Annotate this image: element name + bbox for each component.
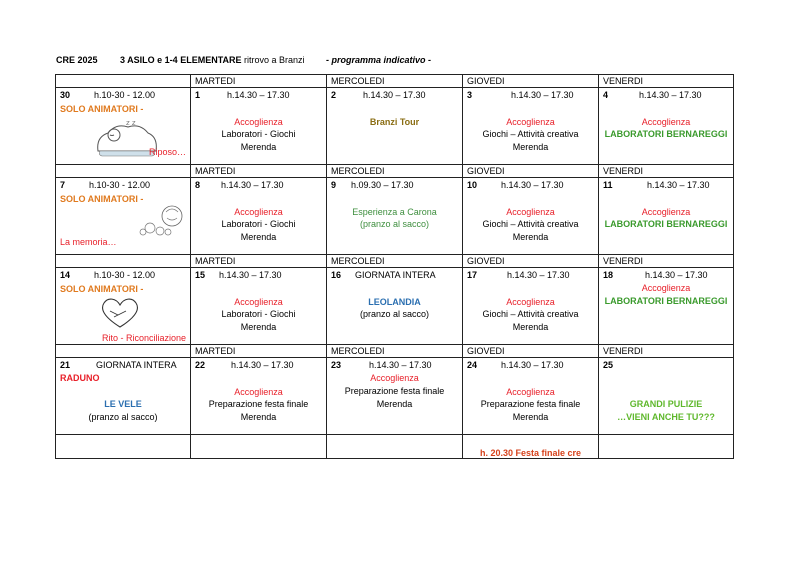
day-number: 16 [331,270,342,280]
day-number: 8 [195,180,201,190]
activity-line: Merenda [376,399,413,409]
activity-line: Giochi – Attività creativa [482,219,579,229]
weekday-header: MERCOLEDI [327,75,463,88]
weekday-header: MARTEDI [191,345,327,358]
weekday-header-row [56,165,734,178]
final-event-cell [463,435,599,459]
activity-line: Merenda [240,322,277,332]
monday-cell [56,88,191,165]
time-range: h.14.30 – 17.30 [231,360,294,370]
weekday-header: GIOVEDI [463,255,599,268]
cre-title: CRE 2025 [56,55,98,65]
activity-line: Merenda [512,412,549,422]
day-number: 18 [603,270,614,280]
final-row [56,435,734,459]
weekday-header-empty [56,75,191,88]
time-range: h.14.30 – 17.30 [645,270,708,280]
day-number: 17 [467,270,478,280]
schedule-table [55,74,734,459]
weekday-header: MARTEDI [191,255,327,268]
activity-cell [191,178,327,255]
document-header [56,55,432,65]
activity-line: Accoglienza [234,207,283,217]
weekday-header: GIOVEDI [463,345,599,358]
heart-hands-illustration [100,295,140,329]
activity-line: Giochi – Attività creativa [482,309,579,319]
animatori-caption: La memoria… [60,237,117,247]
weekday-header: MERCOLEDI [327,165,463,178]
activity-line: (pranzo al sacco) [359,309,430,319]
day-number: 15 [195,270,206,280]
activity-line: Merenda [512,232,549,242]
time-range: h.09.30 – 17.30 [351,180,414,190]
week-row [56,88,734,165]
activity-line: Esperienza a Carona [352,207,437,217]
activity-line: LABORATORI BERNAREGGI [604,129,728,139]
day-number: 24 [467,360,478,370]
activity-cell [599,268,734,345]
animatori-title: SOLO ANIMATORI - [60,284,144,294]
activity-line: Branzi Tour [369,117,420,127]
weekday-header: GIOVEDI [463,165,599,178]
day-number: 25 [603,360,614,370]
meeting-place: ritrovo a Branzi [241,55,305,65]
week-row [56,268,734,345]
time-range: GIORNATA INTERA [96,360,177,370]
activity-line: Accoglienza [641,283,691,293]
activity-line: GRANDI PULIZIE [629,399,703,409]
time-range: h.14.30 – 17.30 [227,90,290,100]
activity-line: LABORATORI BERNAREGGI [604,296,728,306]
activity-line: Accoglienza [641,117,691,127]
time-range: GIORNATA INTERA [355,270,436,280]
weekday-header-empty [56,255,191,268]
final-empty-cell [191,435,327,459]
activity-cell [191,268,327,345]
final-empty-cell [56,435,191,459]
activity-line: Merenda [240,232,277,242]
activity-line: Preparazione festa finale [344,386,445,396]
weekday-header-empty [56,345,191,358]
time-range: h.14.30 – 17.30 [221,180,284,190]
weekday-header-row [56,75,734,88]
weekday-header: MARTEDI [191,75,327,88]
activity-line: Accoglienza [506,297,555,307]
time-range: h.10-30 - 12.00 [94,270,156,280]
activity-line: Merenda [240,412,277,422]
week-row [56,178,734,255]
monday-cell [56,358,191,435]
time-range: h.14.30 – 17.30 [639,90,702,100]
activity-cell [599,358,734,435]
day-number: 9 [331,180,337,190]
weekday-header-row [56,345,734,358]
day-number: 10 [467,180,478,190]
activity-cell [191,88,327,165]
time-range: h.14.30 – 17.30 [363,90,426,100]
time-range: h.14.30 – 17.30 [501,360,564,370]
activity-cell [191,358,327,435]
activity-line: Accoglienza [234,297,283,307]
time-range: h.14.30 – 17.30 [511,90,574,100]
activity-line: Accoglienza [234,117,283,127]
activity-line: Preparazione festa finale [208,399,309,409]
day-number: 23 [331,360,342,370]
group-label: 3 ASILO e 1-4 ELEMENTARE [120,55,242,65]
day-number: 30 [60,90,71,100]
final-event-label: h. 20.30 Festa finale cre [479,448,582,458]
activity-line: Accoglienza [506,117,555,127]
activity-line: …VIENI ANCHE TU??? [617,412,715,422]
svg-text:z z: z z [126,119,136,127]
time-range: h.10-30 - 12.00 [94,90,156,100]
final-empty-cell [599,435,734,459]
activity-cell [599,88,734,165]
activity-line: Accoglienza [506,207,555,217]
day-number: 1 [195,90,201,100]
activity-line: Merenda [512,142,549,152]
raduno-place: LE VELE [104,399,142,409]
time-range: h.14.30 – 17.30 [501,180,564,190]
activity-cell [327,88,463,165]
activity-line: Accoglienza [370,373,419,383]
activity-line: LABORATORI BERNAREGGI [604,219,728,229]
weekday-header-empty [56,165,191,178]
activity-cell [599,178,734,255]
final-empty-cell [327,435,463,459]
activity-line: Merenda [240,142,277,152]
weekday-header: GIOVEDI [463,75,599,88]
monday-cell [56,268,191,345]
activity-cell [463,358,599,435]
weekday-header: MARTEDI [191,165,327,178]
activity-cell [463,178,599,255]
activity-cell [327,268,463,345]
time-range: h.10-30 - 12.00 [89,180,151,190]
activity-line: Merenda [512,322,549,332]
group-title [120,55,305,65]
time-range: h.14.30 – 17.30 [647,180,710,190]
activity-line: Laboratori - Giochi [221,309,296,319]
day-number: 2 [331,90,337,100]
weekday-header: VENERDI [599,345,734,358]
monday-cell [56,178,191,255]
weekday-header: VENERDI [599,75,734,88]
memory-game-illustration [138,202,186,238]
activity-cell [327,358,463,435]
raduno-note: (pranzo al sacco) [88,412,158,422]
weekday-header: MERCOLEDI [327,255,463,268]
animatori-caption: Rito - Riconciliazione [101,333,186,343]
time-range: h.14.30 – 17.30 [219,270,282,280]
activity-line: (pranzo al sacco) [359,219,430,229]
day-number: 14 [60,270,71,280]
programma-label: - programma indicativo - [326,55,432,65]
activity-line: Accoglienza [506,387,555,397]
activity-line: Preparazione festa finale [480,399,581,409]
activity-cell [327,178,463,255]
animatori-caption: Riposo… [148,147,186,157]
weekday-header: VENERDI [599,165,734,178]
raduno-title: RADUNO [60,373,100,383]
day-number: 11 [603,180,613,190]
day-number: 3 [467,90,473,100]
weekday-header: VENERDI [599,255,734,268]
activity-cell [463,268,599,345]
animatori-title: SOLO ANIMATORI - [60,104,144,114]
day-number: 21 [60,360,71,370]
activity-line: Laboratori - Giochi [221,219,296,229]
activity-line: Accoglienza [641,207,691,217]
activity-cell [463,88,599,165]
day-number: 4 [603,90,609,100]
animatori-title: SOLO ANIMATORI - [60,194,144,204]
day-number: 22 [195,360,206,370]
weekday-header-row [56,255,734,268]
time-range: h.14.30 – 17.30 [369,360,432,370]
activity-line: Laboratori - Giochi [221,129,296,139]
activity-line: LEOLANDIA [368,297,421,307]
time-range: h.14.30 – 17.30 [507,270,570,280]
activity-line: Giochi – Attività creativa [482,129,579,139]
day-number: 7 [60,180,66,190]
week-row [56,358,734,435]
weekday-header: MERCOLEDI [327,345,463,358]
activity-line: Accoglienza [234,387,283,397]
